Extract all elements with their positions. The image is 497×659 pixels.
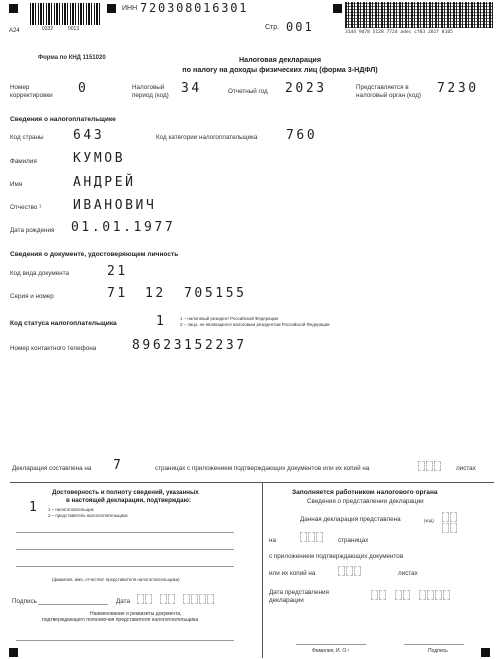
birth-label: Дата рождения <box>10 227 55 234</box>
status-value: 1 <box>156 314 167 329</box>
doc-number: 705155 <box>184 286 247 301</box>
corner-marker-square <box>333 4 342 13</box>
country-label: Код страны <box>10 134 44 141</box>
qr-datamatrix-graphic <box>345 2 493 28</box>
authority-value: 7230 <box>437 81 479 96</box>
surname-value: КУМОВ <box>73 151 126 166</box>
date-cell <box>199 594 206 604</box>
year-label: Отчетный год <box>228 88 268 95</box>
birth-value: 01.01.1977 <box>71 220 176 235</box>
phone-value: 89623152237 <box>132 338 247 353</box>
date-cell <box>168 594 175 604</box>
date-cell <box>183 594 190 604</box>
worker-fio-label: Фамилия, И. О.¹ <box>312 648 350 654</box>
code-cell <box>450 512 457 522</box>
confirm-value: 1 <box>29 500 40 515</box>
document-title-line1: Налоговая декларация <box>238 55 322 64</box>
inn-value: 720308016301 <box>140 1 249 15</box>
composed-label: Декларация составлена на <box>12 465 92 472</box>
year-value: 2023 <box>285 81 327 96</box>
patronymic-value: ИВАНОВИЧ <box>73 198 157 213</box>
fio-caption: (фамилия, имя, отчество¹ представителя налогоплательщика) <box>52 577 180 582</box>
presentation-date-cell <box>435 590 442 600</box>
phone-label: Номер контактного телефона <box>10 345 97 352</box>
right-block-subtitle: Сведения о представлении декларации <box>307 498 424 505</box>
presentation-date-cell <box>371 590 378 600</box>
doc-line <box>16 640 234 641</box>
date-label-left: Дата <box>116 598 130 605</box>
presentation-date-label-1: Дата представления <box>269 589 329 596</box>
corner-marker-square <box>9 4 18 13</box>
doc-caption-1: Наименование и реквизиты документа, <box>90 611 182 617</box>
sign-line <box>38 604 108 605</box>
status-label: Код статуса налогоплательщика <box>10 320 117 327</box>
date-cell <box>191 594 198 604</box>
status-option-1: 1 – налоговый резидент Российской Федерации <box>180 316 279 321</box>
doc-caption-2: подтверждающего полномочия представителя налогоплательщика <box>42 617 199 623</box>
period-label: Налоговый период (код) <box>132 84 169 99</box>
code-cell <box>442 512 449 522</box>
confirm-option-1: 1 – налогоплательщик <box>48 507 94 512</box>
presentation-date-cell <box>395 590 402 600</box>
category-value: 760 <box>286 128 318 143</box>
pages-cell <box>300 532 307 542</box>
fio-line <box>16 566 234 567</box>
presented-label: Данная декларация представлена <box>300 516 401 523</box>
barcode-number-left: 0332 <box>42 26 54 32</box>
period-value: 34 <box>181 81 202 96</box>
presentation-date-label-2: декларации <box>269 597 304 604</box>
barcode-number-right: 0013 <box>68 26 80 32</box>
barcode-graphic <box>30 3 100 25</box>
pages-count: 7 <box>113 458 124 473</box>
doc-series-1: 71 <box>107 286 128 301</box>
bottom-block-top-border <box>10 482 494 483</box>
name-label: Имя <box>10 181 23 188</box>
page-label: Стр. <box>265 24 280 31</box>
date-cell <box>207 594 214 604</box>
taxpayer-section-title: Сведения о налогоплательщике <box>10 116 116 123</box>
surname-label: Фамилия <box>10 158 37 165</box>
on-label: на <box>269 537 276 544</box>
date-cell <box>137 594 144 604</box>
document-section-title: Сведения о документе, удостоверяющем личность <box>10 251 179 258</box>
copies-cell <box>346 566 353 576</box>
correction-value: 0 <box>78 81 89 96</box>
patronymic-label: Отчество ¹ <box>10 204 42 211</box>
category-label: Код категории налогоплательщика <box>156 134 258 141</box>
copies-label: или их копий на <box>269 570 316 577</box>
presentation-date-cell <box>403 590 410 600</box>
presentation-date-cell <box>379 590 386 600</box>
copies-cell <box>338 566 345 576</box>
corner-marker-square <box>481 648 490 657</box>
sign-worker-line <box>404 644 464 645</box>
inn-label: ИНН <box>122 5 138 12</box>
fio-worker-line <box>296 644 366 645</box>
correction-label: Номер корректировки <box>10 84 53 99</box>
right-sheets-label: листах <box>398 570 418 577</box>
fio-line <box>16 549 234 550</box>
page-number: 001 <box>286 20 314 34</box>
left-block-title-1: Достоверность и полноту сведений, указанных <box>52 489 199 496</box>
doc-type-label: Код вида документа <box>10 270 69 277</box>
sheets-cell <box>426 461 433 471</box>
corner-marker-square <box>9 648 18 657</box>
presented-code-label: (код) <box>424 518 434 523</box>
qr-caption: 31d4 9d78 5128 772d adec cf83 281f 8105 <box>345 30 453 35</box>
left-block-title-2: в настоящей декларации, подтверждаю: <box>66 497 191 504</box>
confirm-option-2: 2 – представитель налогоплательщика <box>48 513 128 518</box>
pages-tail: страницах с приложением подтверждающих документов или их копий на <box>155 465 370 472</box>
doc-type-value: 21 <box>107 264 128 279</box>
knd-code: Форма по КНД 1151020 <box>38 55 106 61</box>
form-code: A24 <box>9 28 20 34</box>
presentation-date-cell <box>427 590 434 600</box>
with-docs-label: с приложением подтверждающих документов <box>269 553 404 560</box>
corner-marker-square <box>107 4 116 13</box>
authority-label: Представляется в налоговый орган (код) <box>356 84 421 99</box>
worker-sign-label: Подпись <box>428 648 448 654</box>
pages-cell <box>316 532 323 542</box>
document-title-line2: по налогу на доходы физических лиц (форма 3-НДФЛ) <box>182 65 378 74</box>
sheets-label: листах <box>456 465 476 472</box>
presentation-date-cell <box>443 590 450 600</box>
sign-label: Подпись <box>12 598 37 605</box>
code-cell <box>450 523 457 533</box>
pages-label: страницах <box>338 537 369 544</box>
doc-number-label: Серия и номер <box>10 293 54 300</box>
sheets-cell <box>418 461 425 471</box>
copies-cell <box>354 566 361 576</box>
date-cell <box>160 594 167 604</box>
pages-cell <box>308 532 315 542</box>
doc-series-2: 12 <box>145 286 166 301</box>
presentation-date-cell <box>419 590 426 600</box>
date-cell <box>145 594 152 604</box>
right-block-title: Заполняется работником налогового органа <box>292 489 438 496</box>
country-value: 643 <box>73 128 105 143</box>
name-value: АНДРЕЙ <box>73 175 136 190</box>
sheets-cell <box>434 461 441 471</box>
fio-line <box>16 532 234 533</box>
bottom-block-divider <box>262 482 263 658</box>
code-cell <box>442 523 449 533</box>
status-option-2: 2 – лицо, не являющееся налоговым резидентом Российской Федерации <box>180 322 330 327</box>
